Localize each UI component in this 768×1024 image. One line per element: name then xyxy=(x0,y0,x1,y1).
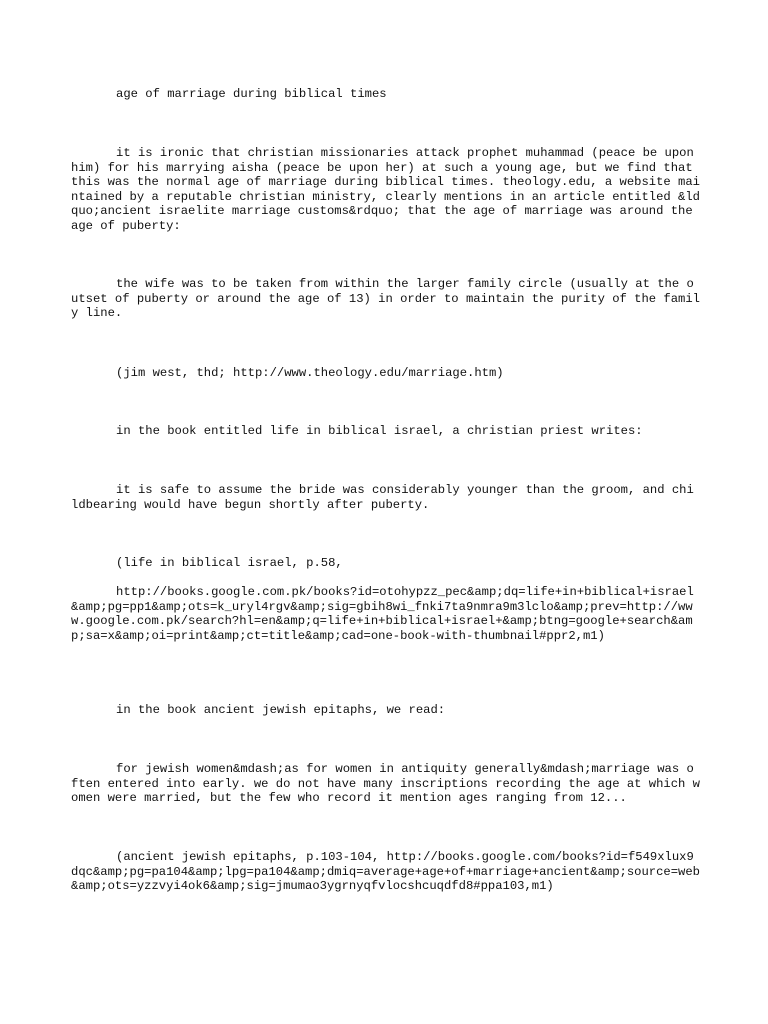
citation-url-paragraph: http://books.google.com.pk/books?id=otohypzz_pec&amp;dq=life+in+biblical+israel&amp;pg=pp1&amp;ots=k_uryl4rgv&amp;sig=gbih8wi_fnki7ta9nmra9m3lclo&amp;prev=http://www.google.com.pk/search?hl=en&amp;q=life+in+biblical+israel+&amp;btng=google+search&amp;sa=x&amp;oi=print&amp;ct=title&amp;cad=one-book-with-thumbnail#ppr2,m1) xyxy=(71,585,694,643)
citation-paragraph: (life in biblical israel, p.58, xyxy=(116,556,343,570)
body-paragraph: in the book entitled life in biblical israel, a christian priest writes: xyxy=(116,424,643,438)
citation-paragraph: (jim west, thd; http://www.theology.edu/marriage.htm) xyxy=(116,366,504,380)
citation-paragraph: (ancient jewish epitaphs, p.103-104, http://books.google.com/books?id=f549xlux9dqc&amp;pg=pa104&amp;lpg=pa104&amp;dmiq=average+age+of+marriage+ancient&amp;source=web&amp;ots=yzzvyi4ok6&amp;sig=jmumao3ygrnyqfvlocshcuqdfd8#ppa103,m1) xyxy=(71,850,700,894)
quote-paragraph: it is safe to assume the bride was considerably younger than the groom, and childbearing would have begun shortly after puberty. xyxy=(71,483,694,512)
body-paragraph: in the book ancient jewish epitaphs, we read: xyxy=(116,703,446,717)
quote-paragraph: the wife was to be taken from within the larger family circle (usually at the outset of puberty or around the age of 13) in order to maintain the purity of the family line. xyxy=(71,277,700,321)
document-title: age of marriage during biblical times xyxy=(116,87,387,101)
quote-paragraph: for jewish women&mdash;as for women in antiquity generally&mdash;marriage was often entered into early. we do not have many inscriptions recording the age at which women were married, but the few who record it mention ages ranging from 12... xyxy=(71,762,700,806)
intro-paragraph: it is ironic that christian missionaries attack prophet muhammad (peace be upon him) for his marrying aisha (peace be upon her) at such a young age, but we find that this was the normal age of marriage during biblical times. theology.edu, a website maintained by a reputable christian ministry, clearly mentions in an article entitled &ldquo;ancient israelite marriage customs&rdquo; that the age of marriage was around the age of puberty: xyxy=(71,146,702,233)
